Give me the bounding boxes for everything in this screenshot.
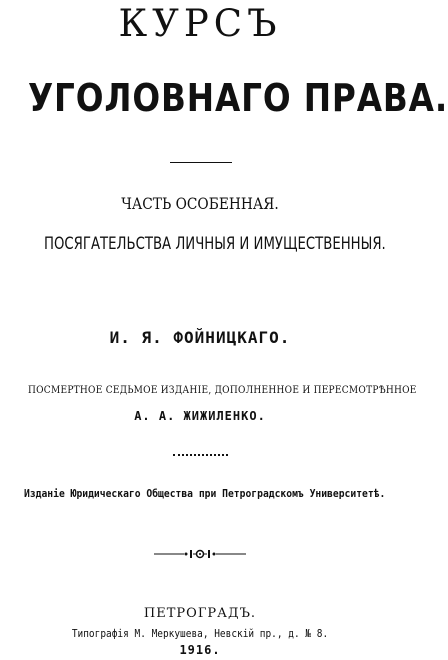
publisher-line: Изданіе Юридическаго Общества при Петроградскомъ Университетѣ. — [24, 487, 386, 500]
edition-note: ПОСМЕРТНОЕ СЕДЬМОЕ ИЗДАНІЕ, ДОПОЛНЕННОЕ И ПЕРЕСМОТРѢННОЕ — [28, 384, 417, 396]
course-heading: КУРСЪ — [118, 2, 282, 45]
imprint-city: ПЕТРОГРАДЪ. — [143, 606, 257, 621]
ornament-divider-icon — [150, 548, 250, 560]
dotted-divider — [173, 454, 228, 456]
part-heading: ЧАСТЬ ОСОБЕННАЯ. — [121, 194, 279, 213]
publication-year: 1916. — [179, 643, 221, 657]
printer-line: Типографія М. Меркушева, Невскій пр., д. № 8. — [71, 627, 329, 640]
editor-name: А. А. ЖИЖИЛЕНКО. — [134, 409, 266, 423]
book-title: УГОЛОВНАГО ПРАВА. — [28, 76, 448, 120]
divider-rule — [170, 162, 232, 163]
subject-heading: ПОСЯГАТЕЛЬСТВА ЛИЧНЫЯ И ИМУЩЕСТВЕННЫЯ. — [44, 234, 386, 254]
author-name: И. Я. ФОЙНИЦКАГО. — [109, 328, 291, 347]
